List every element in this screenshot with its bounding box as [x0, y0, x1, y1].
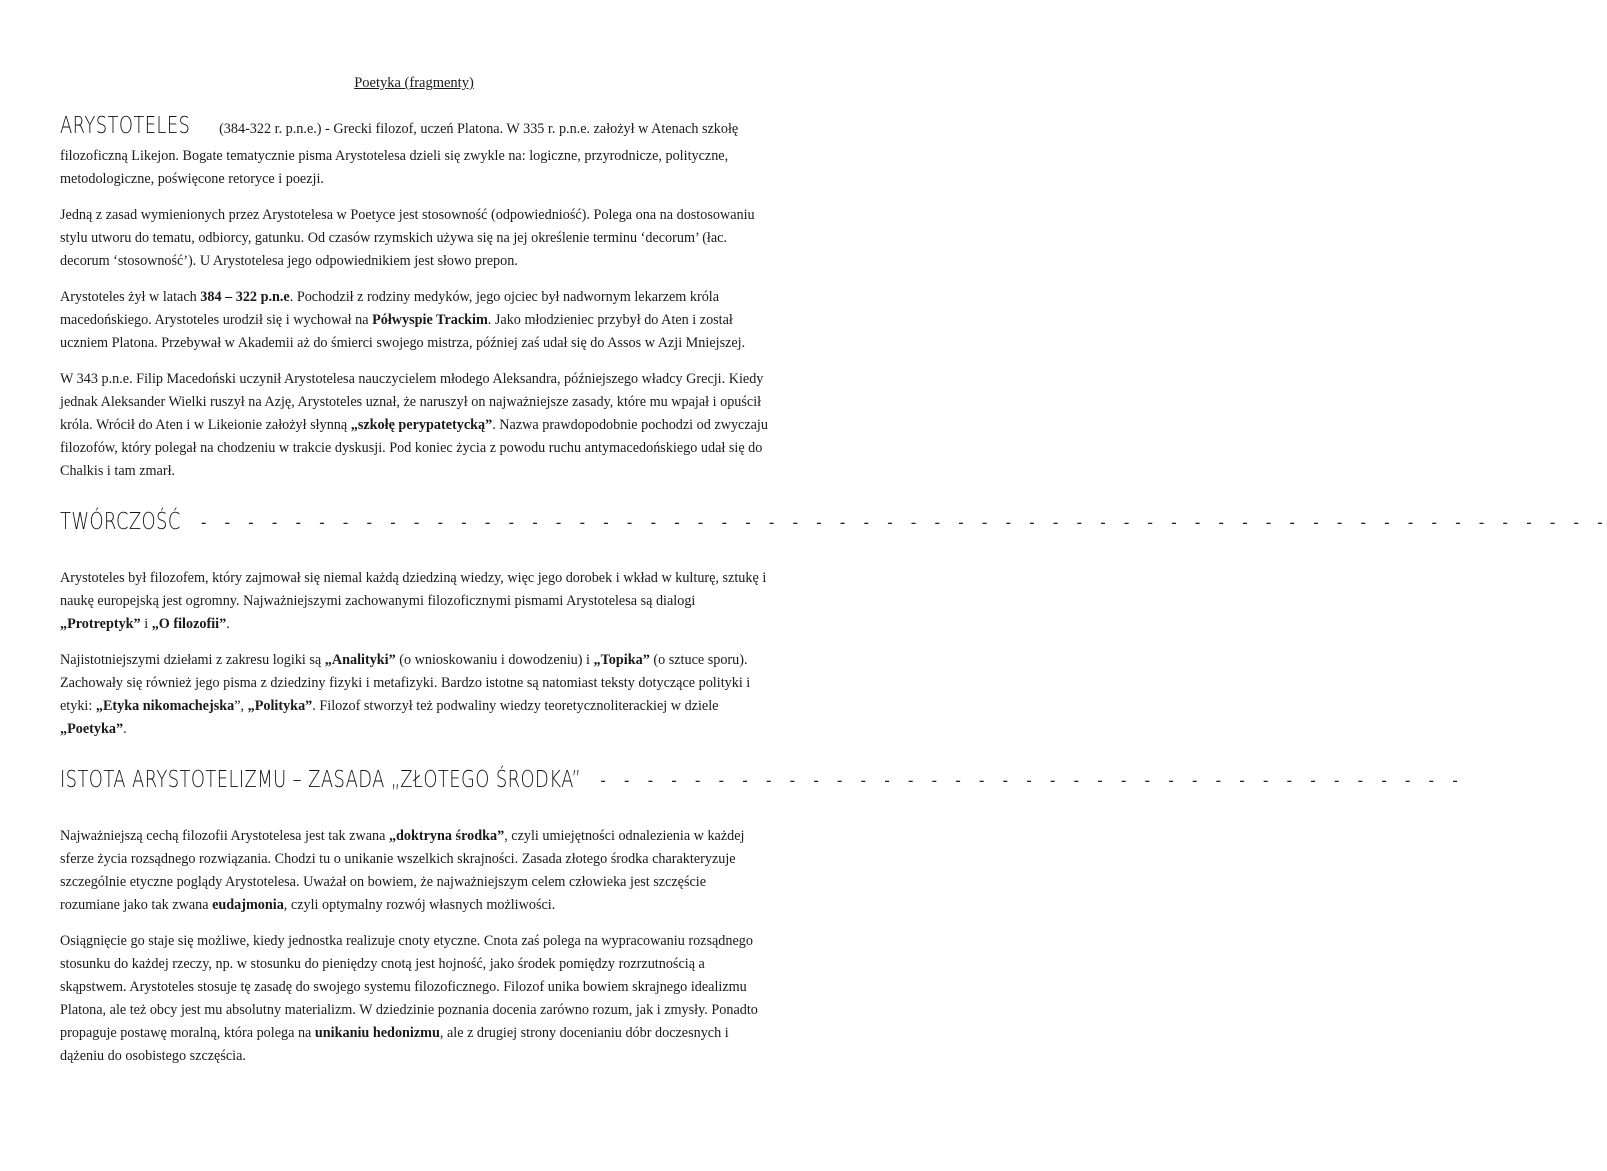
text-run: . Pochodził z rodziny medyków, jego ojciec był nadwornym lekarzem króla macedońskiego. Arystoteles urodził się i wychował na — [60, 289, 720, 328]
document-page — [60, 0, 1607, 1081]
section-heading-tworczosc — [60, 505, 1607, 539]
years-bold: 384 – 322 p.n.e — [200, 289, 290, 305]
text-run: ”, — [234, 698, 248, 714]
text-run: Najważniejszą cechą filozofii Arystotelesa jest tak zwana — [60, 828, 389, 844]
works-paragraph-2 — [60, 649, 768, 741]
work-title-bold: „Protreptyk” — [60, 616, 141, 632]
text-run: Najistotniejszymi dziełami z zakresu logiki są — [60, 652, 325, 668]
text-run: . Nazwa prawdopodobnie pochodzi od zwyczaju filozofów, który polegał na chodzeniu w trakcie dyskusji. Pod koniec życia z powodu ruchu antymacedońskiego udał się do Chalkis i tam zmarł. — [60, 417, 768, 479]
heading-istota-text: ISTOTA ARYSTOTELIZMU – ZASADA „ZŁOTEGO ŚRODKA” — [60, 766, 582, 793]
works-paragraph-1 — [60, 567, 768, 636]
document-title: Poetyka (fragmenty) — [354, 75, 474, 91]
philip-paragraph — [60, 368, 768, 483]
text-run: , ale z drugiej strony docenianiu dóbr doczesnych i dążeniu do osobistego szczęścia. — [60, 1025, 729, 1064]
work-title-bold: „Etyka nikomachejska — [95, 698, 235, 714]
work-title-bold: „Analityki” — [324, 652, 396, 668]
place-bold: Półwyspie Trackim — [372, 312, 488, 328]
text-run: i — [140, 616, 152, 632]
heading-tworczosc-dashes: - - - - - - - - - - - - - - - - - - - - - - - - - - - - - - - - - - - - - - - - - - - - - - - - - - - - - - - - - - - - — [198, 512, 1607, 532]
text-run: . Jako młodzieniec przybył do Aten i został uczniem Platona. Przebywał w Akademii aż do śmierci swojego mistrza, później zaś udał się do Assos w Azji Mniejszej. — [60, 312, 746, 351]
intro-name-heading: ARYSTOTELES — [60, 113, 191, 139]
heading-istota-dashes: - - - - - - - - - - - - - - - - - - - - - - - - - - - - - - - - - - - - - — [598, 770, 1463, 790]
virtue-paragraph — [60, 930, 768, 1068]
text-run: Arystoteles żył w latach — [60, 289, 201, 305]
intro-paragraph — [60, 111, 768, 191]
heading-tworczosc-text: TWÓRCZOŚĆ — [60, 508, 181, 535]
text-run: Osiągnięcie go staje się możliwe, kiedy jednostka realizuje cnoty etyczne. Cnota zaś polega na wypracowaniu rozsądnego stosunku do każdej rzeczy, np. w stosunku do pieniędzy cnotą jest hojność, jako środek pomiędzy rozrzutnością a skąpstwem. Arystoteles stosuje tę zasadę do swojego systemu filozoficznego. Filozof unika bowiem skrajnego idealizmu Platona, ale też obcy jest mu absolutny materializm. W dziedzinie poznania docenia zarówno rozum, jak i zmysły. Ponadto propaguje postawę moralną, która polega na — [60, 933, 758, 1041]
doctrine-bold: „doktryna środka” — [388, 828, 505, 844]
text-run: Arystoteles był filozofem, który zajmował się niemal każdą dziedziną wiedzy, więc jego dorobek i wkład w kulturę, sztukę i naukę europejską jest ogromny. Najważniejszymi zachowanymi filozoficznymi pismami Arystotelesa są dialogi — [60, 570, 767, 609]
decorum-paragraph: Jedną z zasad wymienionych przez Arystotelesa w Poetyce jest stosowność (odpowiedniość). Polega ona na dostosowaniu stylu utworu do tematu, odbiorcy, gatunku. Od czasów rzymskich używa się na jej określenie terminu ‘decorum’ (łac. decorum ‘stosowność’). U Arystotelesa jego odpowiednikiem jest słowo prepon. — [60, 207, 755, 269]
eudaimonia-bold: eudajmonia — [212, 897, 284, 913]
text-run: (o sztuce sporu). Zachowały się również jego pisma z dziedziny fizyki i metafizyki. Bardzo istotne są natomiast teksty dotyczące polityki i etyki: — [60, 652, 751, 714]
text-run: , czyli umiejętności odnalezienia w każdej sferze życia rozsądnego rozwiązania. Chodzi tu o unikanie wszelkich skrajności. Zasada złotego środka charakteryzuje szczególnie etyczne poglądy Arystotelesa. Uważał on bowiem, że najważniejszym celem człowieka jest szczęście rozumiane jako tak zwana — [60, 828, 745, 913]
text-run: . — [226, 616, 230, 632]
intro-first-line: (384-322 r. p.n.e.) - Grecki filozof, uczeń Platona. W 335 r. p.n.e. założył w Atenach szkołę — [219, 121, 739, 137]
school-bold: „szkołę perypatetycką” — [350, 417, 493, 433]
work-title-bold: „Topika” — [593, 652, 650, 668]
text-run: . Filozof stworzył też podwaliny wiedzy teoretycznoliterackiej w dziele — [312, 698, 719, 714]
text-run: W 343 p.n.e. Filip Macedoński uczynił Arystotelesa nauczycielem młodego Aleksandra, późniejszego władcy Grecji. Kiedy jednak Aleksander Wielki ruszył na Azję, Arystoteles uznał, że naruszył on najważniejsze zasady, które mu wpajał i opuścił króla. Wrócił do Aten i w Likeionie założył słynną — [60, 371, 764, 433]
text-run: . — [123, 721, 127, 737]
intro-rest-text: filozoficzną Likejon. Bogate tematycznie pisma Arystotelesa dzieli się zwykle na: logiczne, przyrodnicze, polityczne, metodologiczne, poświęcone retoryce i poezji. — [60, 148, 729, 187]
work-title-bold: „Polityka” — [247, 698, 313, 714]
work-title-bold: „O filozofii” — [151, 616, 227, 632]
life-paragraph — [60, 286, 768, 355]
text-run: (o wnioskowaniu i dowodzeniu) i — [395, 652, 594, 668]
text-run: , czyli optymalny rozwój własnych możliwości. — [283, 897, 556, 913]
section-heading-istota — [60, 763, 1463, 797]
work-title-bold: „Poetyka” — [60, 721, 124, 737]
hedonism-bold: unikaniu hedonizmu — [314, 1025, 440, 1041]
mean-paragraph — [60, 825, 768, 917]
